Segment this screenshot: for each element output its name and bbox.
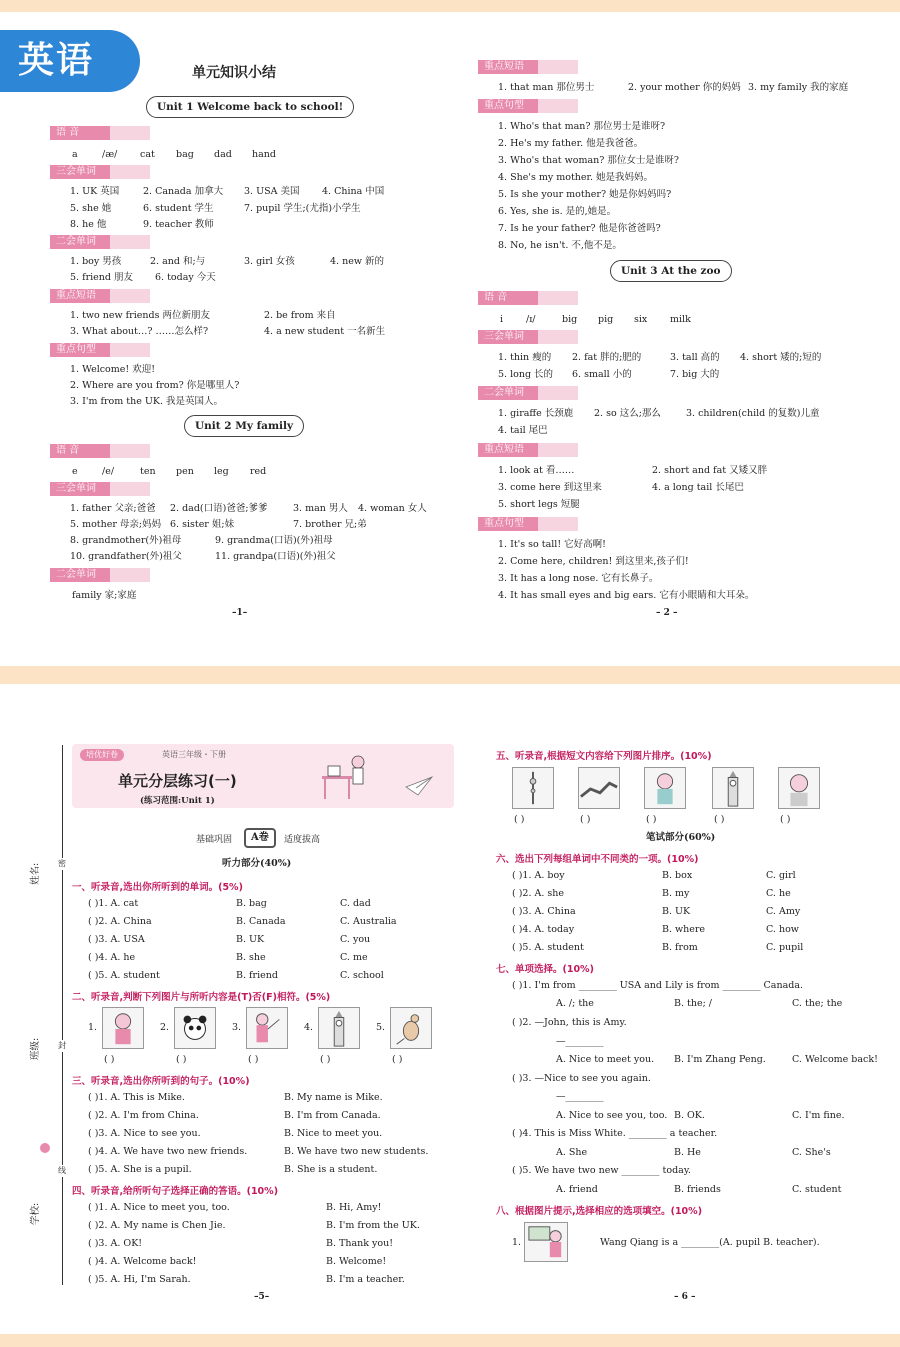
u2-sentence: 3. Who's that woman? 那位女士是谁呀?	[498, 155, 679, 166]
q7-4c: C. She's	[792, 1147, 831, 1158]
q7-3: ( )3. —Nice to see you again.	[512, 1073, 651, 1084]
header-bar	[110, 568, 150, 582]
u1-sentence: 2. Where are you from? 你是哪里人?	[70, 380, 240, 391]
u2-phrase: 3. my family 我的家庭	[748, 82, 849, 93]
u1-word: 8. he 他	[70, 219, 107, 230]
q1-5b: B. friend	[236, 970, 278, 981]
q1-2b: B. Canada	[236, 916, 286, 927]
q4-2a: ( )2. A. My name is Chen Jie.	[88, 1220, 226, 1231]
page-title: 单元知识小结	[192, 65, 276, 81]
q7-3c: C. I'm fine.	[792, 1110, 845, 1121]
q7-3a: A. Nice to see you, too.	[556, 1110, 668, 1121]
u3-phrase: 2. short and fat 又矮又胖	[652, 465, 768, 476]
u2-phonics-1: /e/	[102, 466, 115, 477]
q5-paren-4: ( )	[714, 814, 725, 825]
q6-4c: C. how	[766, 924, 799, 935]
exercise-range: (练习范围:Unit 1)	[140, 796, 215, 806]
q1-4a: ( )4. A. he	[88, 952, 136, 963]
q3-1a: ( )1. A. This is Mike.	[88, 1092, 185, 1103]
q7-1c: C. the; the	[792, 998, 843, 1009]
badge-2: 英语三年级・下册	[162, 750, 226, 759]
u2-sentence: 7. Is he your father? 他是你爸爸吗?	[498, 223, 661, 234]
q6-3b: B. UK	[662, 906, 691, 917]
page-number: – 6 –	[674, 1292, 696, 1302]
top-band	[0, 0, 900, 12]
u2-phonics-4: leg	[214, 466, 229, 477]
q1-5c: C. school	[340, 970, 384, 981]
u1-phrase: 2. be from 来自	[264, 310, 336, 321]
header-bar	[110, 482, 150, 496]
q7-2b: B. I'm Zhang Peng.	[674, 1054, 766, 1065]
q2-num-5: 5.	[376, 1022, 386, 1033]
header-bar	[538, 99, 578, 113]
q7-5b: B. friends	[674, 1184, 721, 1195]
u2-phrases-header: 重点短语	[478, 60, 538, 74]
side-mark-feng: 封	[58, 1041, 66, 1050]
u1-phonics-0: a	[72, 149, 78, 160]
q4-2b: B. I'm from the UK.	[326, 1220, 420, 1231]
q3-3b: B. Nice to meet you.	[284, 1128, 383, 1139]
u3-phrases-header: 重点短语	[478, 443, 538, 457]
u2-word: 9. grandma(口语)(外)祖母	[215, 535, 333, 546]
q5-paren-2: ( )	[580, 814, 591, 825]
u1-word: 1. UK 英国	[70, 186, 120, 197]
u1-erhui: 2. and 和;与	[150, 256, 206, 267]
q5-paren-5: ( )	[780, 814, 791, 825]
u2-word: 8. grandmother(外)祖母	[70, 535, 182, 546]
badge-1: 培优好卷	[80, 749, 124, 761]
q4-1b: B. Hi, Amy!	[326, 1202, 382, 1213]
listening-heading: 听力部分(40%)	[222, 858, 292, 869]
u3-word: 4. short 矮的;短的	[740, 352, 822, 363]
u2-sentence: 6. Yes, she is. 是的,她是。	[498, 206, 617, 217]
u1-erhui: 3. girl 女孩	[244, 256, 295, 267]
u3-sentences-header: 重点句型	[478, 517, 538, 531]
u1-erhui: 5. friend 朋友	[70, 272, 134, 283]
u2-sanhui-header: 三会单词	[50, 482, 110, 496]
u1-word: 4. China 中国	[322, 186, 385, 197]
q2-num-2: 2.	[160, 1022, 170, 1033]
u2-word: 7. brother 兄;弟	[293, 519, 367, 530]
u3-erhui-header: 二会单词	[478, 386, 538, 400]
q5-paren-1: ( )	[514, 814, 525, 825]
u3-word: 6. small 小的	[572, 369, 632, 380]
q7-2-blank: —________	[556, 1036, 604, 1047]
header-bar	[538, 291, 578, 305]
header-bar	[538, 60, 578, 74]
exercise-title: 单元分层练习(一)	[118, 772, 237, 790]
q6-1b: B. box	[662, 870, 693, 881]
header-bar	[110, 289, 150, 303]
u1-word: 6. student 学生	[143, 203, 214, 214]
section-8: 八、根据图片提示,选择相应的选项填空。(10%)	[496, 1206, 703, 1217]
student-desk-illustration	[318, 752, 374, 802]
u1-phonics-4: dad	[214, 149, 232, 160]
u1-sentence: 3. I'm from the UK. 我是英国人。	[70, 396, 224, 407]
header-bar	[110, 343, 150, 357]
q2-paren-2: ( )	[176, 1054, 187, 1065]
section-5: 五、听录音,根据短文内容给下列图片排序。(10%)	[496, 751, 712, 762]
page-number: –1–	[232, 608, 248, 618]
u2-phonics-5: red	[250, 466, 267, 477]
q3-2b: B. I'm from Canada.	[284, 1110, 381, 1121]
clock-tower-picture	[712, 767, 754, 809]
q1-1a: ( )1. A. cat	[88, 898, 139, 909]
u1-phrases-header: 重点短语	[50, 289, 110, 303]
u2-word: 3. man 男人	[293, 503, 348, 514]
q2-paren-3: ( )	[248, 1054, 259, 1065]
q6-2c: C. he	[766, 888, 791, 899]
q1-3a: ( )3. A. USA	[88, 934, 145, 945]
q7-5a: A. friend	[556, 1184, 598, 1195]
q6-1c: C. girl	[766, 870, 796, 881]
q7-1b: B. the; /	[674, 998, 712, 1009]
u3-sentence: 2. Come here, children! 到这里来,孩子们!	[498, 556, 689, 567]
q6-3c: C. Amy	[766, 906, 801, 917]
unit2-heading: Unit 2 My family	[184, 415, 304, 437]
q2-num-3: 3.	[232, 1022, 242, 1033]
header-bar	[538, 330, 578, 344]
u3-word: 7. big 大的	[670, 369, 720, 380]
middle-band	[0, 666, 900, 684]
q1-5a: ( )5. A. student	[88, 970, 160, 981]
level-right: 适度拔高	[284, 835, 321, 845]
q6-2b: B. my	[662, 888, 690, 899]
q2-paren-4: ( )	[320, 1054, 331, 1065]
level-left: 基础巩固	[196, 835, 233, 845]
kangaroo-picture	[390, 1007, 432, 1049]
u2-phonics-0: e	[72, 466, 78, 477]
u2-sentences-header: 重点句型	[478, 99, 538, 113]
u2-word: 2. dad(口语)爸爸;爹爹	[170, 503, 268, 514]
q6-5c: C. pupil	[766, 942, 804, 953]
header-bar	[538, 386, 578, 400]
u1-phrase: 1. two new friends 两位新朋友	[70, 310, 210, 321]
teacher-picture	[246, 1007, 288, 1049]
u2-word: 5. mother 母亲;妈妈	[70, 519, 162, 530]
u3-phonics-1: /ɪ/	[526, 314, 536, 325]
q4-1a: ( )1. A. Nice to meet you, too.	[88, 1202, 230, 1213]
unit1-heading: Unit 1 Welcome back to school!	[146, 96, 354, 118]
q3-5a: ( )5. A. She is a pupil.	[88, 1164, 192, 1175]
u3-phonics-0: i	[500, 314, 504, 325]
q6-2a: ( )2. A. she	[512, 888, 565, 899]
q4-5b: B. I'm a teacher.	[326, 1274, 405, 1285]
q7-1a: A. /; the	[556, 998, 594, 1009]
u1-erhui: 6. today 今天	[155, 272, 216, 283]
q4-4b: B. Welcome!	[326, 1256, 387, 1267]
u3-sentence: 4. It has small eyes and big ears. 它有小眼睛和大耳朵。	[498, 590, 755, 601]
section-7: 七、单项选择。(10%)	[496, 964, 594, 975]
u1-phonics-2: cat	[140, 149, 155, 160]
u2-sentence: 2. He's my father. 他是我爸爸。	[498, 138, 644, 149]
u2-sentence: 4. She's my mother. 她是我妈妈。	[498, 172, 654, 183]
q6-3a: ( )3. A. China	[512, 906, 576, 917]
u2-phrase: 1. that man 那位男士	[498, 82, 595, 93]
u3-phrase: 5. short legs 短腿	[498, 499, 580, 510]
great-wall-picture	[578, 767, 620, 809]
q7-2: ( )2. —John, this is Amy.	[512, 1017, 627, 1028]
q4-3a: ( )3. A. OK!	[88, 1238, 143, 1249]
boy-picture	[644, 767, 686, 809]
q2-paren-5: ( )	[392, 1054, 403, 1065]
q1-1c: C. dad	[340, 898, 371, 909]
header-bar	[538, 443, 578, 457]
u2-sentence: 1. Who's that man? 那位男士是谁呀?	[498, 121, 666, 132]
q7-5c: C. student	[792, 1184, 842, 1195]
q5-paren-3: ( )	[646, 814, 657, 825]
q6-1a: ( )1. A. boy	[512, 870, 565, 881]
u1-phrase: 4. a new student 一名新生	[264, 326, 386, 337]
q7-2c: C. Welcome back!	[792, 1054, 878, 1065]
q3-3a: ( )3. A. Nice to see you.	[88, 1128, 201, 1139]
section-6: 六、选出下列每组单词中不同类的一项。(10%)	[496, 854, 699, 865]
paper-plane-icon	[404, 775, 434, 797]
u1-word: 9. teacher 教师	[143, 219, 214, 230]
u3-phrase: 1. look at 看……	[498, 465, 575, 476]
u1-phonics-1: /æ/	[102, 149, 118, 160]
side-dot	[40, 1143, 50, 1153]
q2-paren-1: ( )	[104, 1054, 115, 1065]
q7-5: ( )5. We have two new ________ today.	[512, 1165, 691, 1176]
header-bar	[110, 235, 150, 249]
u1-sentences-header: 重点句型	[50, 343, 110, 357]
q4-5a: ( )5. A. Hi, I'm Sarah.	[88, 1274, 191, 1285]
u3-word: 5. long 长的	[498, 369, 554, 380]
q4-3b: B. Thank you!	[326, 1238, 394, 1249]
q4-4a: ( )4. A. Welcome back!	[88, 1256, 197, 1267]
man-picture	[778, 767, 820, 809]
u3-phonics-4: six	[634, 314, 648, 325]
q1-3c: C. you	[340, 934, 371, 945]
tower-picture	[512, 767, 554, 809]
unit3-heading: Unit 3 At the zoo	[610, 260, 732, 282]
q1-3b: B. UK	[236, 934, 265, 945]
u1-sanhui-header: 三会单词	[50, 165, 110, 179]
u3-phonics-3: pig	[598, 314, 614, 325]
u3-sentence: 3. It has a long nose. 它有长鼻子。	[498, 573, 659, 584]
u3-phonics-header: 语 音	[478, 291, 538, 305]
u1-word: 3. USA 美国	[244, 186, 300, 197]
q7-1: ( )1. I'm from ________ USA and Lily is from ________ Canada.	[512, 980, 804, 991]
q6-4a: ( )4. A. today	[512, 924, 575, 935]
u3-phonics-2: big	[562, 314, 578, 325]
side-school-label: 学校:	[30, 1202, 41, 1225]
q2-num-4: 4.	[304, 1022, 314, 1033]
u1-sentence: 1. Welcome! 欢迎!	[70, 364, 156, 375]
header-bar	[538, 517, 578, 531]
u2-word: 4. woman 女人	[358, 503, 427, 514]
q6-5a: ( )5. A. student	[512, 942, 584, 953]
u3-erhui: 1. giraffe 长颈鹿	[498, 408, 574, 419]
q1-4b: B. she	[236, 952, 266, 963]
q7-3-blank: —________	[556, 1091, 604, 1102]
header-bar	[110, 165, 150, 179]
section-4: 四、听录音,给所听句子选择正确的答语。(10%)	[72, 1186, 279, 1197]
q1-2c: C. Australia	[340, 916, 397, 927]
q7-4a: A. She	[556, 1147, 588, 1158]
u3-phrase: 3. come here 到这里来	[498, 482, 602, 493]
girl-picture	[102, 1007, 144, 1049]
u1-erhui: 4. new 新的	[330, 256, 384, 267]
q3-4a: ( )4. A. We have two new friends.	[88, 1146, 248, 1157]
u1-phrase: 3. What about…? ……怎么样?	[70, 326, 209, 337]
u3-word: 3. tall 高的	[670, 352, 720, 363]
u2-word: 11. grandpa(口语)(外)祖父	[215, 551, 336, 562]
u2-word: 10. grandfather(外)祖父	[70, 551, 182, 562]
q8-num: 1.	[512, 1237, 522, 1248]
page-number: – 2 –	[656, 608, 678, 618]
u3-word: 1. thin 瘦的	[498, 352, 552, 363]
q3-2a: ( )2. A. I'm from China.	[88, 1110, 199, 1121]
u2-phrase: 2. your mother 你的妈妈	[628, 82, 741, 93]
q7-3b: B. OK.	[674, 1110, 705, 1121]
u2-phonics-header: 语 音	[50, 444, 110, 458]
u1-erhui-header: 二会单词	[50, 235, 110, 249]
header-bar	[110, 444, 150, 458]
teacher-board-picture	[524, 1222, 568, 1262]
q1-1b: B. bag	[236, 898, 267, 909]
u3-erhui: 4. tail 尾巴	[498, 425, 548, 436]
u1-phonics-header: 语 音	[50, 126, 110, 140]
subject-logo: 英语	[0, 30, 140, 92]
section-2: 二、听录音,判断下列图片与所听内容是(T)否(F)相符。(5%)	[72, 992, 331, 1003]
u3-phonics-5: milk	[670, 314, 691, 325]
q6-5b: B. from	[662, 942, 698, 953]
q3-4b: B. We have two new students.	[284, 1146, 429, 1157]
side-name-label: 姓名:	[30, 862, 41, 885]
u1-word: 7. pupil 学生;(尤指)小学生	[244, 203, 361, 214]
q3-1b: B. My name is Mike.	[284, 1092, 383, 1103]
u3-sanhui-header: 三会单词	[478, 330, 538, 344]
side-mark-xian: 线	[58, 1166, 66, 1175]
panda-picture	[174, 1007, 216, 1049]
u3-erhui: 2. so 这么;那么	[594, 408, 661, 419]
q7-4b: B. He	[674, 1147, 701, 1158]
u2-sentence: 5. Is she your mother? 她是你妈妈吗?	[498, 189, 672, 200]
bottom-band	[0, 1334, 900, 1347]
u2-erhui: family 家;家庭	[72, 590, 137, 601]
u3-phrase: 4. a long tail 长尾巴	[652, 482, 744, 493]
page-number: –5–	[254, 1292, 270, 1302]
big-ben-picture	[318, 1007, 360, 1049]
u2-sentence: 8. No, he isn't. 不,他不是。	[498, 240, 622, 251]
q1-4c: C. me	[340, 952, 368, 963]
side-class-label: 班级:	[30, 1037, 41, 1060]
level-badge: A卷	[244, 828, 276, 848]
q7-2a: A. Nice to meet you.	[556, 1054, 655, 1065]
u3-erhui: 3. children(child 的复数)儿童	[686, 408, 820, 419]
binding-line	[62, 745, 63, 1285]
q2-num-1: 1.	[88, 1022, 98, 1033]
q6-4b: B. where	[662, 924, 706, 935]
u1-word: 5. she 她	[70, 203, 112, 214]
u2-phonics-3: pen	[176, 466, 194, 477]
u3-sentence: 1. It's so tall! 它好高啊!	[498, 539, 606, 550]
q8-sentence: Wang Qiang is a ________(A. pupil B. teacher).	[600, 1237, 820, 1248]
written-heading: 笔试部分(60%)	[646, 832, 716, 843]
section-3: 三、听录音,选出你所听到的句子。(10%)	[72, 1076, 250, 1087]
section-1: 一、听录音,选出你所听到的单词。(5%)	[72, 882, 243, 893]
u2-erhui-header: 二会单词	[50, 568, 110, 582]
q7-4: ( )4. This is Miss White. ________ a teacher.	[512, 1128, 718, 1139]
u2-word: 1. father 父亲;爸爸	[70, 503, 156, 514]
header-bar	[110, 126, 150, 140]
u1-erhui: 1. boy 男孩	[70, 256, 122, 267]
u1-phonics-5: hand	[252, 149, 276, 160]
u3-word: 2. fat 胖的;肥的	[572, 352, 642, 363]
u1-word: 2. Canada 加拿大	[143, 186, 224, 197]
q3-5b: B. She is a student.	[284, 1164, 378, 1175]
u2-phonics-2: ten	[140, 466, 156, 477]
q1-2a: ( )2. A. China	[88, 916, 152, 927]
side-mark-mi: 密	[58, 859, 66, 868]
u1-phonics-3: bag	[176, 149, 194, 160]
u2-word: 6. sister 姐;妹	[170, 519, 235, 530]
